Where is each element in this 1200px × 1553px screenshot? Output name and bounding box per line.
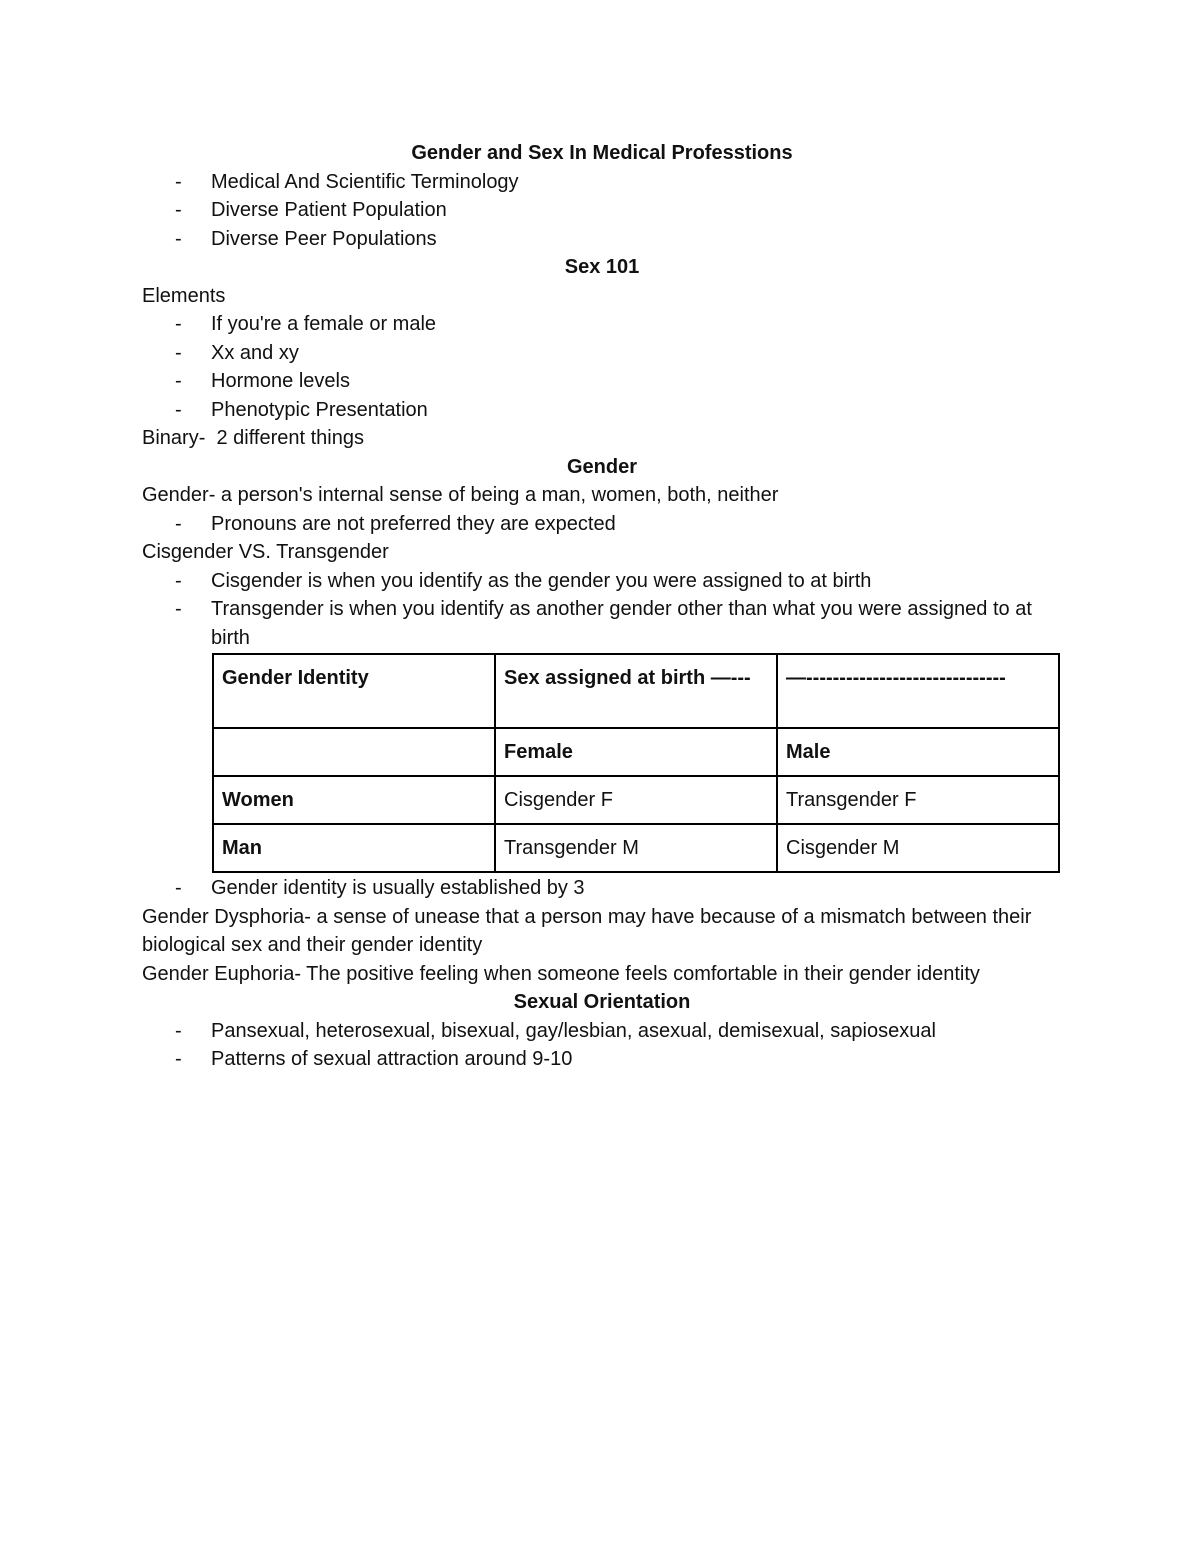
dash-bullet: - — [175, 227, 182, 250]
dash-bullet: - — [175, 341, 182, 364]
table-row-label: Women — [213, 776, 495, 824]
list-item-text: Diverse Peer Populations — [211, 227, 437, 250]
dash-bullet: - — [175, 1048, 182, 1070]
list-item-text: Pronouns are not preferred they are expected — [211, 512, 616, 535]
list-item-text: Xx and xy — [211, 341, 299, 364]
table-cell: Cisgender F — [495, 776, 777, 824]
sexual-orientation-heading: Sexual Orientation — [513, 991, 691, 1013]
list-item-text: Cisgender is when you identify as the gender you were assigned to at birth — [211, 569, 872, 592]
gender-euphoria-definition: Gender Euphoria- The positive feeling when someone feels comfortable in their gender identity — [142, 962, 980, 985]
table-subheader-cell: Female — [495, 728, 777, 776]
gender-dysphoria-definition: Gender Dysphoria- a sense of unease that a person may have because of a mismatch between their biological sex and their gender identity — [142, 905, 1032, 956]
table-header-cell: Gender Identity — [213, 654, 495, 728]
dash-bullet: - — [175, 370, 182, 392]
sex101-heading: Sex 101 — [564, 256, 640, 278]
list-item — [142, 310, 1062, 339]
list-item — [142, 339, 1062, 368]
list-item — [142, 396, 1062, 425]
sex101-list — [142, 310, 1062, 424]
dash-bullet: - — [175, 170, 182, 193]
dash-bullet: - — [175, 199, 182, 221]
list-item — [142, 874, 1062, 903]
table-row-label: Man — [213, 824, 495, 872]
table-subheader-cell: Male — [777, 728, 1059, 776]
list-item — [142, 567, 1062, 596]
pronouns-list — [142, 510, 1062, 539]
table-subheader-row — [213, 728, 1059, 776]
table-row — [213, 824, 1059, 872]
list-item-text: Hormone levels — [211, 370, 350, 392]
table-cell: Cisgender M — [777, 824, 1059, 872]
list-item — [142, 510, 1062, 539]
list-item — [142, 196, 1062, 225]
dash-bullet: - — [175, 313, 182, 335]
list-item-text: Patterns of sexual attraction around 9-10 — [211, 1048, 573, 1070]
dash-bullet: - — [175, 398, 182, 421]
list-item-text: Medical And Scientific Terminology — [211, 170, 519, 193]
table-row — [213, 776, 1059, 824]
list-item — [142, 225, 1062, 254]
dash-bullet: - — [175, 598, 182, 620]
list-item-text: Gender identity is usually established by 3 — [211, 877, 585, 899]
document-title: Gender and Sex In Medical Professtions — [411, 142, 793, 164]
elements-label: Elements — [142, 284, 226, 307]
dash-bullet: - — [175, 877, 182, 899]
cis-trans-list — [142, 567, 1062, 653]
dash-bullet: - — [175, 512, 182, 535]
list-item — [142, 1045, 1062, 1074]
table-cell: Transgender F — [777, 776, 1059, 824]
dash-bullet: - — [175, 1019, 182, 1042]
binary-note: Binary- 2 different things — [142, 427, 364, 449]
document-page — [142, 139, 1062, 1074]
orientation-list — [142, 1017, 1062, 1074]
list-item-text: If you're a female or male — [211, 313, 437, 335]
list-item — [142, 1017, 1062, 1046]
gender-heading: Gender — [566, 455, 638, 478]
intro-list — [142, 168, 1062, 254]
cis-vs-trans-label: Cisgender VS. Transgender — [142, 541, 389, 563]
table-header-cell: —------------------------------ — [777, 654, 1059, 728]
list-item-text: Pansexual, heterosexual, bisexual, gay/lesbian, asexual, demisexual, sapiosexual — [211, 1019, 936, 1042]
list-item — [142, 595, 1062, 652]
table-header-row — [213, 654, 1059, 728]
list-item — [142, 367, 1062, 396]
list-item-text: Phenotypic Presentation — [211, 398, 428, 421]
table-header-cell: Sex assigned at birth —--- — [495, 654, 777, 728]
list-item-text: Diverse Patient Population — [211, 199, 447, 221]
gender-definition: Gender- a person's internal sense of being a man, women, both, neither — [142, 484, 779, 506]
list-item-text: Transgender is when you identify as another gender other than what you were assigned to at birth — [211, 598, 1032, 649]
list-item — [142, 168, 1062, 197]
table-subheader-cell — [213, 728, 495, 776]
dash-bullet: - — [175, 569, 182, 592]
table-cell: Transgender M — [495, 824, 777, 872]
gender-identity-table — [212, 653, 1060, 873]
identity-age-list — [142, 874, 1062, 903]
